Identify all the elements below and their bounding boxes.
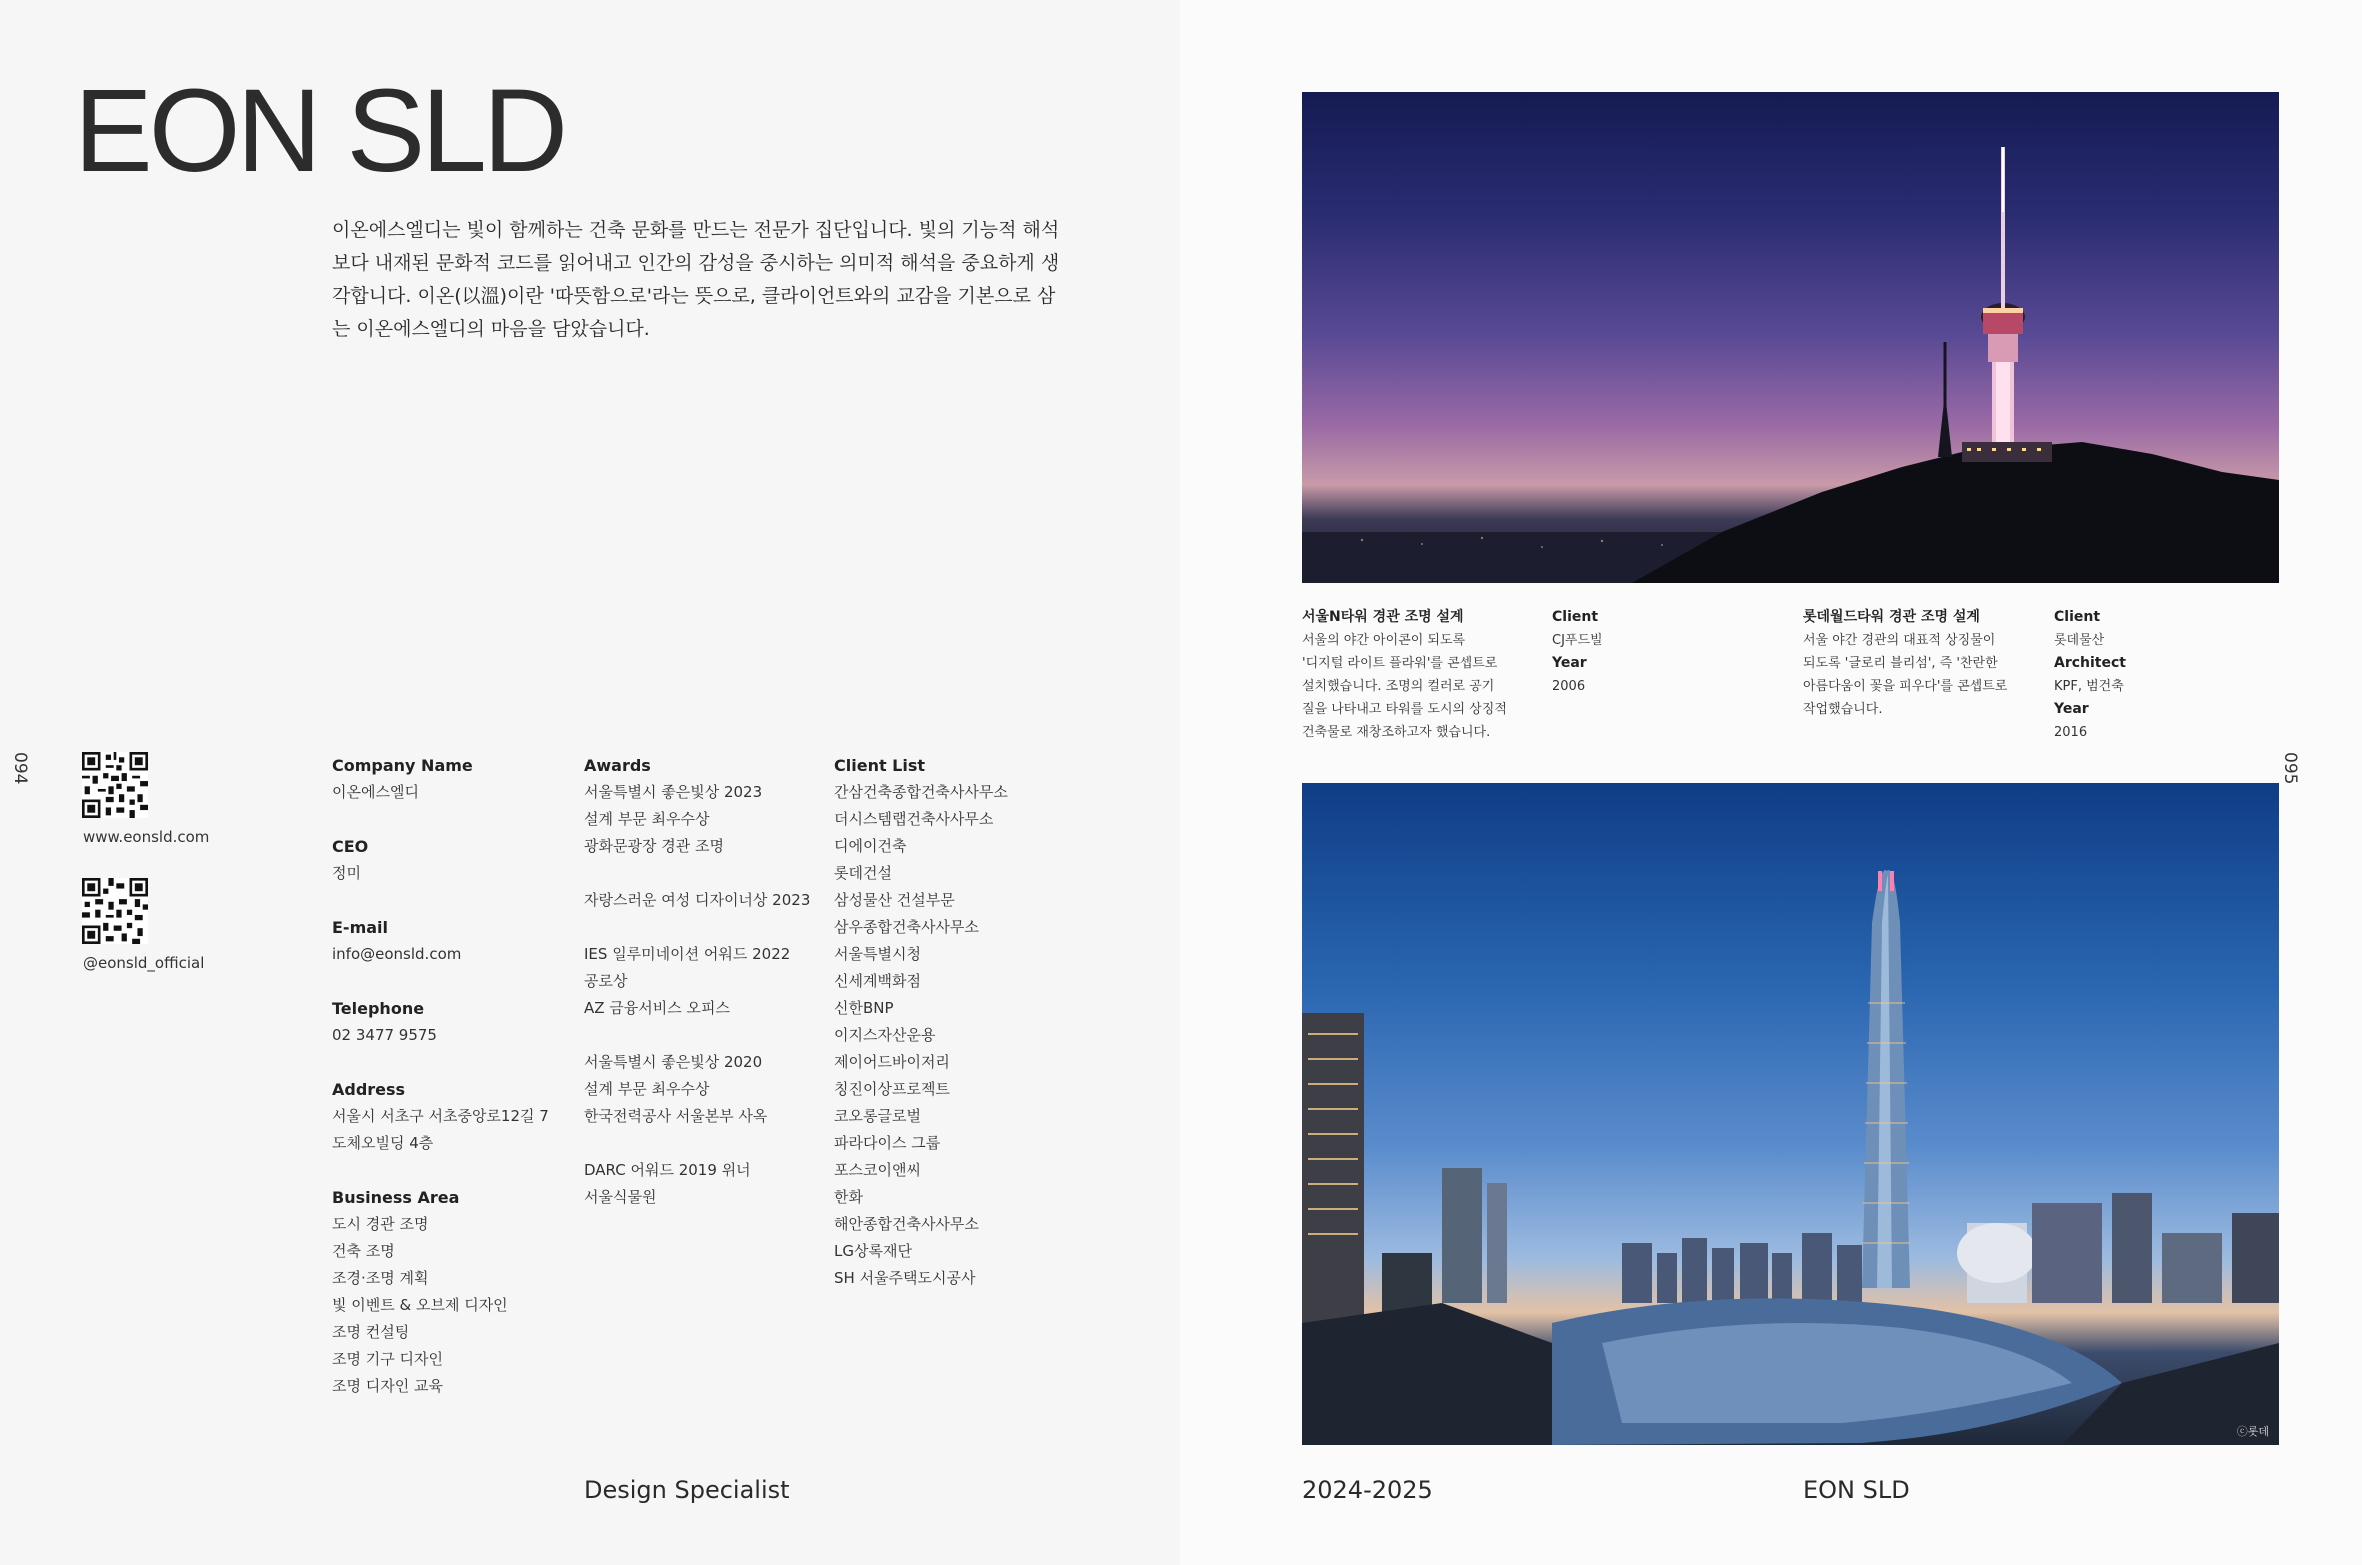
client-item: SH 서울주택도시공사 <box>834 1269 976 1287</box>
n-tower-description-line: 질을 나타내고 타워를 도시의 상징적 <box>1302 702 1507 717</box>
business-area-item: 도시 경관 조명 <box>332 1215 429 1233</box>
n-tower-description-line: '디지털 라이트 플라워'를 콘셉트로 <box>1302 656 1498 671</box>
lotte-tower-caption <box>1803 606 2033 721</box>
client-item: 간삼건축종합건축사사무소 <box>834 783 1008 801</box>
award-line: IES 일루미네이션 어워드 2022 <box>584 945 791 963</box>
footer-design-specialist: Design Specialist <box>584 1476 790 1504</box>
n-seoul-tower-photo <box>1302 92 2279 583</box>
n-tower-description-line: 설치했습니다. 조명의 컬러로 공기 <box>1302 679 1495 694</box>
lotte-tower-description-line: 아름다움이 꽃을 피우다'를 콘셉트로 <box>1803 679 2008 694</box>
lotte-tower-title: 롯데월드타워 경관 조명 설계 <box>1803 609 1980 625</box>
client-item: 한화 <box>834 1188 863 1206</box>
telephone-number[interactable]: 02 3477 9575 <box>332 1026 437 1044</box>
client-item: 파라다이스 그룹 <box>834 1134 941 1152</box>
n-tower-caption <box>1302 606 1532 744</box>
photo-credit: ⓒ롯데 <box>2236 1425 2269 1438</box>
award-line: 설계 부문 최우수상 <box>584 810 710 828</box>
business-area-item: 조명 기구 디자인 <box>332 1350 443 1368</box>
business-area-item: 빛 이벤트 & 오브제 디자인 <box>332 1296 508 1314</box>
instagram-qr-code <box>82 878 148 944</box>
website-url[interactable]: www.eonsld.com <box>83 828 210 846</box>
footer-brand: EON SLD <box>1803 1476 1910 1504</box>
client-item: LG상록재단 <box>834 1242 912 1260</box>
left-page <box>0 0 1180 1565</box>
email-address[interactable]: info@eonsld.com <box>332 945 462 963</box>
client-item: 더시스템랩건축사사무소 <box>834 810 994 828</box>
page-number-right: 095 <box>2280 752 2300 785</box>
client-item: 삼우종합건축사사무소 <box>834 918 979 936</box>
business-area-item: 조명 컨설팅 <box>332 1323 410 1341</box>
client-item: 삼성물산 건설부문 <box>834 891 955 909</box>
brand-title: EON SLD <box>74 65 565 197</box>
n-tower-description-line: 건축물로 재창조하고자 했습니다. <box>1302 725 1491 740</box>
award-line: DARC 어워드 2019 위너 <box>584 1161 751 1179</box>
client-label: Client <box>2054 609 2101 625</box>
award-line: 한국전력공사 서울본부 사옥 <box>584 1107 768 1125</box>
award-line: 서울특별시 좋은빛상 2020 <box>584 1053 763 1071</box>
company-name-label: Company Name <box>332 756 473 775</box>
lotte-tower-meta <box>2054 606 2174 744</box>
client-value: CJ푸드빌 <box>1552 633 1603 648</box>
business-area-item: 조경·조명 계획 <box>332 1269 429 1287</box>
architect-value: KPF, 범건축 <box>2054 679 2124 694</box>
lotte-world-tower-photo <box>1302 783 2279 1445</box>
client-item: 해안종합건축사사무소 <box>834 1215 979 1233</box>
ceo-name: 정미 <box>332 864 361 882</box>
client-item: 칭진이상프로젝트 <box>834 1080 950 1098</box>
address-label: Address <box>332 1080 406 1099</box>
lotte-tower-description-line: 작업했습니다. <box>1803 702 1883 717</box>
client-item: 코오롱글로벌 <box>834 1107 921 1125</box>
address-line: 서울시 서초구 서초중앙로12길 7 <box>332 1107 549 1125</box>
page-number-left: 094 <box>10 752 30 785</box>
award-line: 서울특별시 좋은빛상 2023 <box>584 783 763 801</box>
year-label: Year <box>2054 701 2089 717</box>
year-value: 2006 <box>1552 679 1586 694</box>
telephone-label: Telephone <box>332 999 425 1018</box>
ceo-label: CEO <box>332 837 369 856</box>
award-line: 서울식물원 <box>584 1188 657 1206</box>
client-list-column <box>834 752 1074 1292</box>
business-area-item: 조명 디자인 교육 <box>332 1377 443 1395</box>
client-item: 신세계백화점 <box>834 972 921 990</box>
business-area-label: Business Area <box>332 1188 460 1207</box>
client-item: 제이어드바이저리 <box>834 1053 950 1071</box>
intro-paragraph: 이온에스엘디는 빛이 함께하는 건축 문화를 만드는 전문가 집단입니다. 빛의 기능적 해석보다 내재된 문화적 코드를 읽어내고 인간의 감성을 중시하는 의미적 해석을 중요하게 생각합니다. 이온(以溫)이란 '따뜻함으로'라는 뜻으로, 클라이언트와의 교감을 기본으로 삼는 이온에스엘디의 마음을 담았습니다. <box>332 219 1060 340</box>
client-list-label: Client List <box>834 756 926 775</box>
client-item: 이지스자산운용 <box>834 1026 936 1044</box>
awards-column <box>584 752 824 1211</box>
email-label: E-mail <box>332 918 389 937</box>
year-value: 2016 <box>2054 725 2088 740</box>
lotte-tower-description-line: 서울 야간 경관의 대표적 상징물이 <box>1803 633 1996 648</box>
client-item: 서울특별시청 <box>834 945 921 963</box>
n-tower-meta <box>1552 606 1672 698</box>
business-area-item: 건축 조명 <box>332 1242 395 1260</box>
year-label: Year <box>1552 655 1587 671</box>
award-line: 설계 부문 최우수상 <box>584 1080 710 1098</box>
client-item: 롯데건설 <box>834 864 892 882</box>
website-qr-code <box>82 752 148 818</box>
instagram-handle[interactable]: @eonsld_official <box>83 954 205 972</box>
award-line: 공로상 <box>584 972 628 990</box>
client-item: 디에이건축 <box>834 837 907 855</box>
n-tower-title: 서울N타워 경관 조명 설계 <box>1302 609 1464 625</box>
client-label: Client <box>1552 609 1599 625</box>
address-line: 도체오빌딩 4층 <box>332 1134 434 1152</box>
company-name: 이온에스엘디 <box>332 783 419 801</box>
award-line: AZ 금융서비스 오피스 <box>584 999 730 1017</box>
client-item: 신한BNP <box>834 999 894 1017</box>
award-line: 광화문광장 경관 조명 <box>584 837 724 855</box>
client-item: 포스코이앤씨 <box>834 1161 921 1179</box>
lotte-tower-description-line: 되도록 '글로리 블리섬', 즉 '찬란한 <box>1803 656 1998 671</box>
architect-label: Architect <box>2054 655 2126 671</box>
n-tower-description-line: 서울의 야간 아이콘이 되도록 <box>1302 633 1466 648</box>
awards-label: Awards <box>584 756 651 775</box>
footer-year: 2024-2025 <box>1302 1476 1433 1504</box>
client-value: 롯데물산 <box>2054 633 2105 648</box>
company-info-column <box>332 752 562 1427</box>
award-line: 자랑스러운 여성 디자이너상 2023 <box>584 891 811 909</box>
